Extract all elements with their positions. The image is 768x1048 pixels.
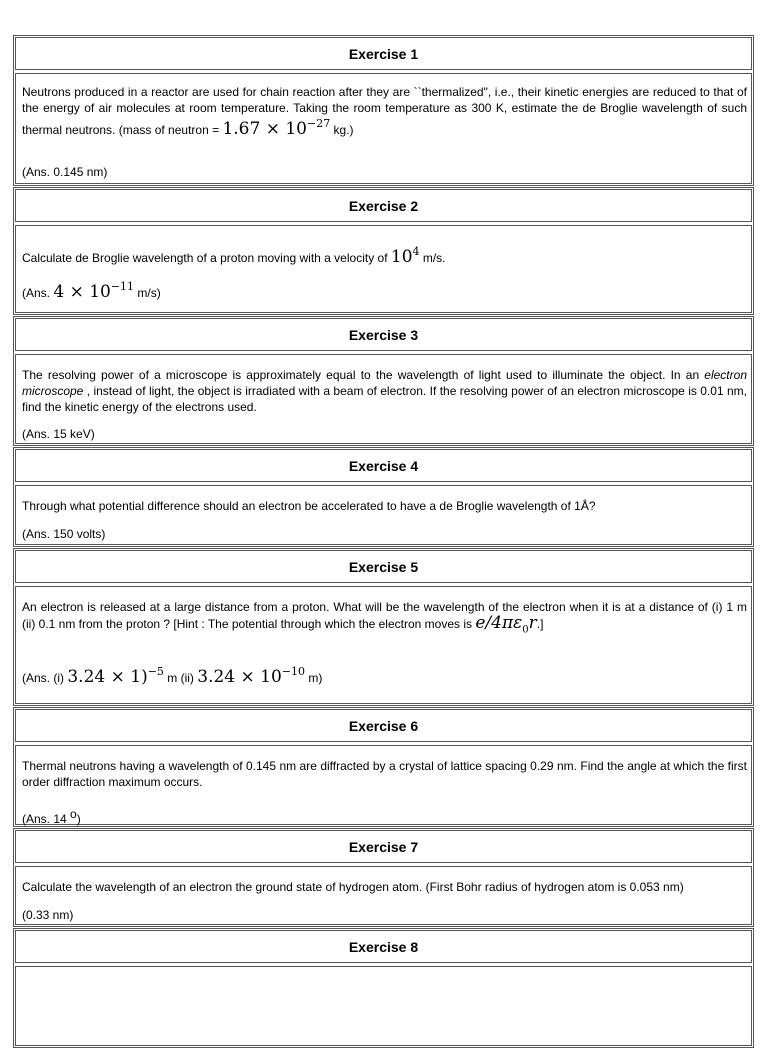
question-text: Calculate de Broglie wavelength of a proton moving with a velocity of $10^4$ m/s. [22,245,446,267]
exercise-2 [13,187,754,315]
exercise-title: Exercise 4 [15,449,752,482]
exercise-1 [13,35,754,186]
exercise-4 [13,447,754,547]
exercise-body [15,745,752,825]
exercise-title: Exercise 6 [15,709,752,742]
exercise-7 [13,828,754,927]
math-answer-1: 3.24 × 1)$^{-5}$ [67,665,164,687]
answer-text: (0.33 nm) [22,908,74,922]
exercise-title: Exercise 5 [15,550,752,583]
exercise-body [15,966,752,1046]
exercise-3 [13,316,754,446]
math-answer-2: $3.24 \times 10^{-10}$ [197,665,306,687]
exercise-title: Exercise 2 [15,189,752,222]
question-text: An electron is released at a large distance from a proton. What will be the wavelength of the electron when it is at a distance of (i) 1 m (ii) 0.1 nm from the proton ? [Hint : The potential through which the electron moves is $e/4\pi\varepsilon_0r$.] [22,600,747,636]
answer-text: (Ans. (i) 3.24 × 1)$^{-5}$ m (ii) $3.24 \times 10^{-10}$ m) [22,665,323,687]
question-text: Neutrons produced in a reactor are used for chain reaction after they are ``thermalized", i.e., their kinetic energies are reduced to that of the energy of air molecules at room temperature. Taking the room temperature as 300 K, estimate the de Broglie wavelength of such thermal neutrons. (mass of neutron = $1.67 \times 10^{-27}$ kg.) [22,85,747,139]
question-text: Through what potential difference should an electron be accelerated to have a de Broglie wavelength of 1Å? [22,499,596,513]
exercise-body [15,354,752,444]
exercise-body [15,225,752,313]
answer-text: (Ans. 15 keV) [22,427,95,441]
exercise-body [15,485,752,545]
question-text: The resolving power of a microscope is approximately equal to the wavelength of light used to illuminate the object. In an electron microscope , instead of light, the object is irradiated with a beam of electron. If the resolving power of an electron microscope is 0.01 nm, find the kinetic energy of the electrons used. [22,368,747,414]
degree-sign: o [70,807,77,821]
exercise-6 [13,707,754,827]
question-text: Calculate the wavelength of an electron the ground state of hydrogen atom. (First Bohr radius of hydrogen atom is 0.053 nm) [22,880,684,894]
exercise-body [15,866,752,925]
exercise-title: Exercise 3 [15,318,752,351]
exercise-title: Exercise 7 [15,830,752,863]
math-velocity: $10^4$ [390,245,420,267]
answer-text: (Ans. $4 \times 10^{-11}$ m/s) [22,280,161,302]
answer-text: (Ans. 0.145 nm) [22,165,108,179]
exercise-title: Exercise 8 [15,930,752,963]
exercise-body [15,73,752,184]
exercise-5 [13,548,754,706]
exercise-body [15,586,752,704]
math-mass: $1.67 \times 10^{-27}$ [222,117,331,139]
question-text: Thermal neutrons having a wavelength of 0.145 nm are diffracted by a crystal of lattice spacing 0.29 nm. Find the angle at which the first order diffraction maximum occurs. [22,759,747,789]
math-answer: $4 \times 10^{-11}$ [53,280,135,302]
answer-text: (Ans. 150 volts) [22,527,106,541]
math-hint: $e/4\pi\varepsilon_0r$ [475,613,537,636]
exercise-8 [13,928,754,1048]
answer-text: (Ans. 14 $^o$) [22,807,81,826]
exercise-title: Exercise 1 [15,37,752,70]
